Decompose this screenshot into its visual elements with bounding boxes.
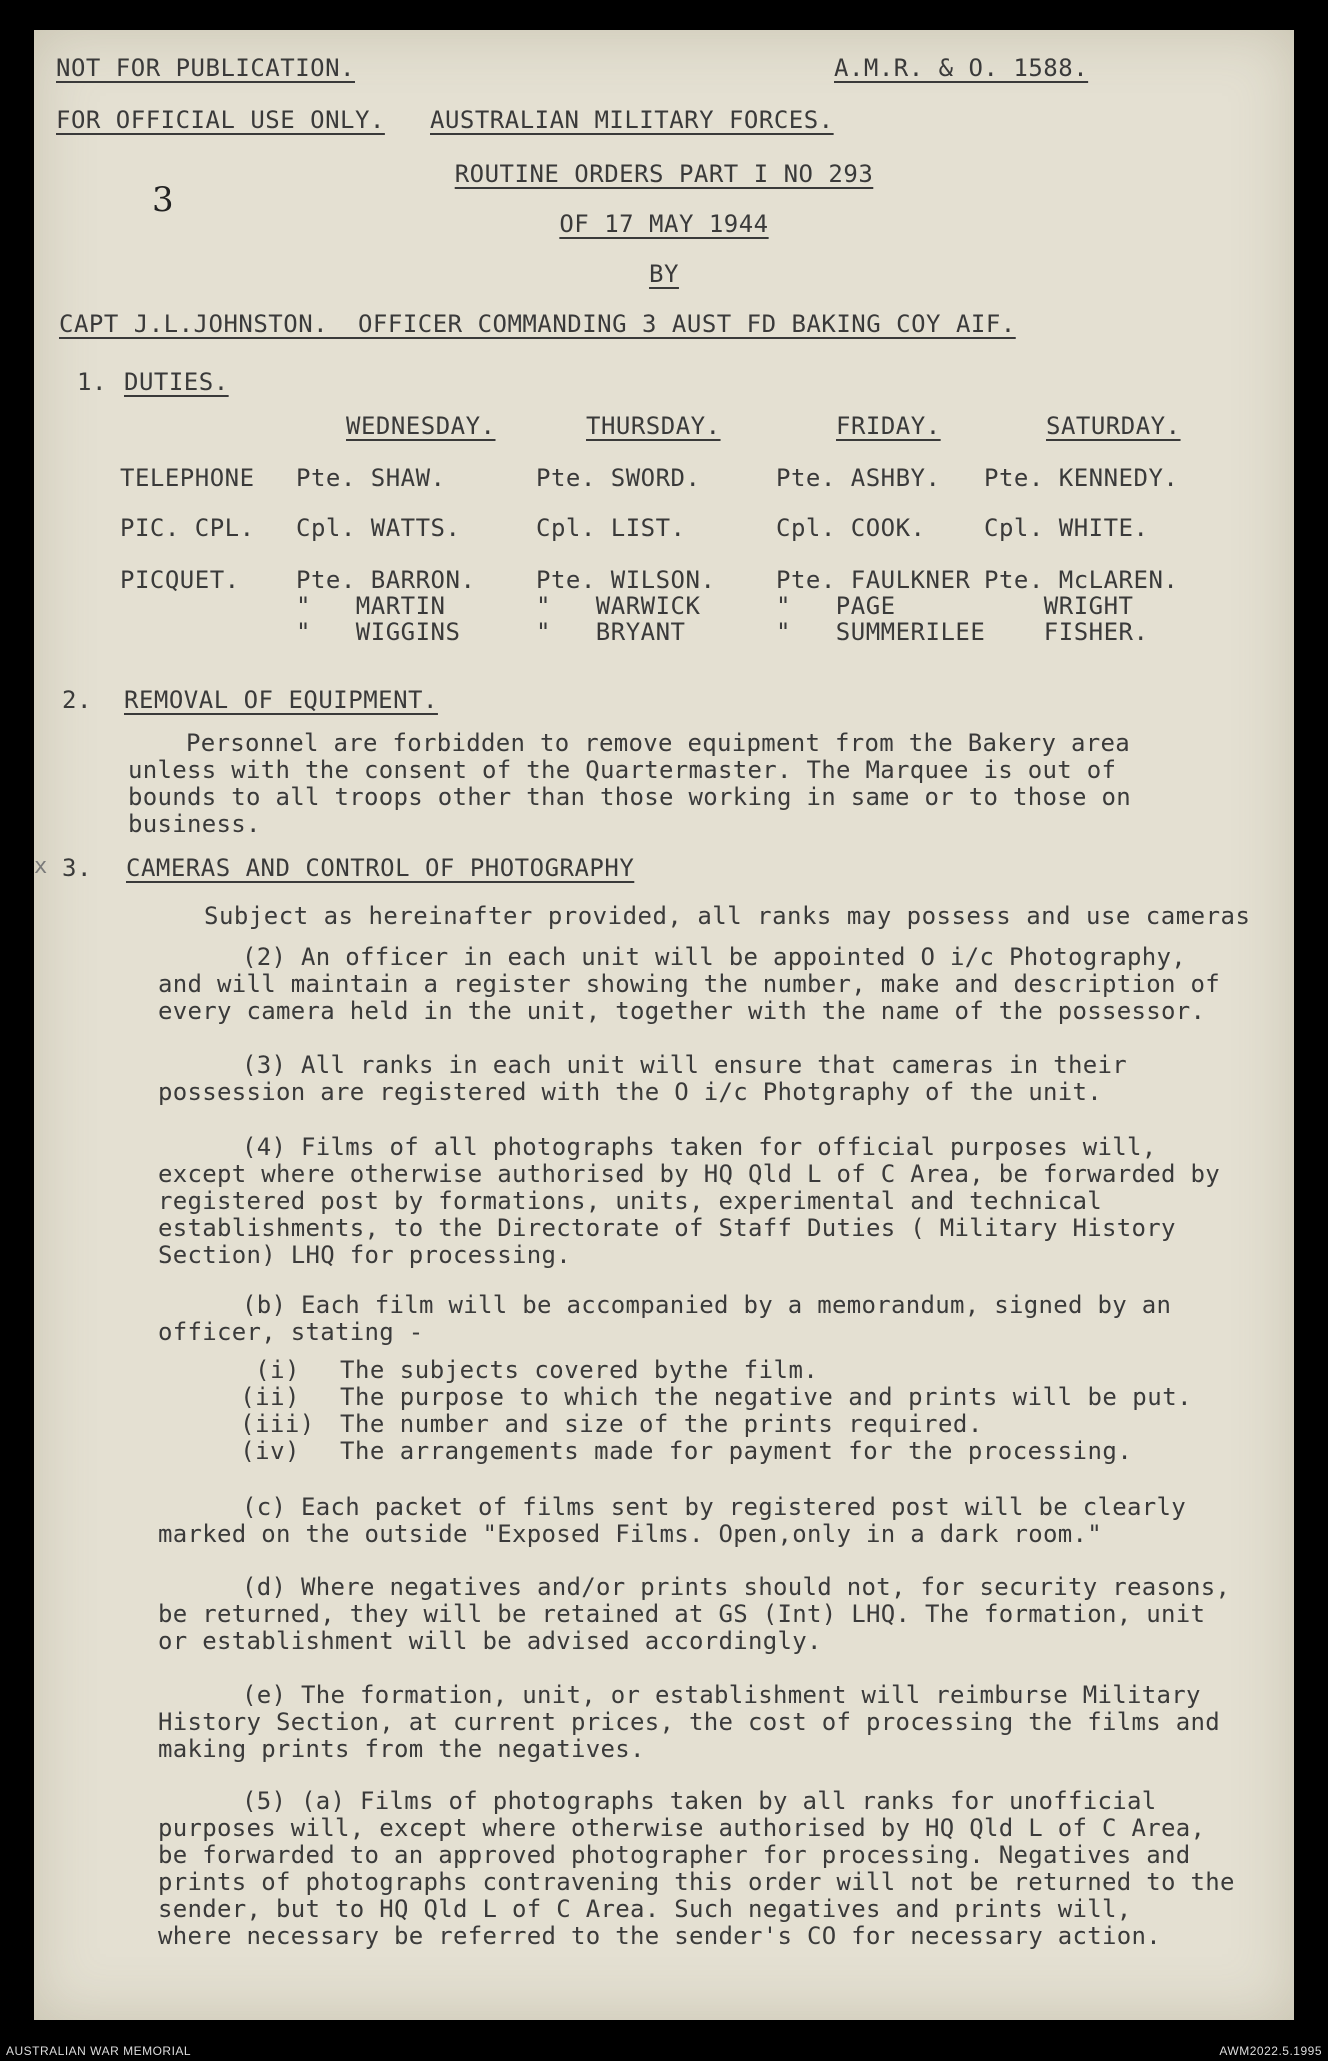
day-friday: FRIDAY. xyxy=(836,412,941,440)
duty-cell: Pte. SHAW. xyxy=(296,464,446,492)
duty-cell: Pte. SWORD. xyxy=(536,464,701,492)
duties-heading: DUTIES. xyxy=(124,368,229,396)
cameras-intro: Subject as hereinafter provided, all ranks may possess and use cameras xyxy=(204,902,1251,930)
duty-cell: Cpl. WHITE. xyxy=(984,514,1149,542)
footer-archive-id: AWM2022.5.1995 xyxy=(1219,2044,1322,2058)
footer-archive-name: AUSTRALIAN WAR MEMORIAL xyxy=(6,2044,192,2058)
not-for-publication: NOT FOR PUBLICATION. xyxy=(56,54,355,82)
paragraph-d: (d) Where negatives and/or prints should not, for security reasons, be returned, they will be retained at GS (Int) LHQ. The formation, unit or establishment will be advised accordingly. xyxy=(158,1573,1231,1655)
duty-label-picquet: PICQUET. xyxy=(120,566,240,594)
paragraph-5: (5) (a) Films of photographs taken by all ranks for unofficial purposes will, except where otherwise authorised by HQ Qld L of C Area, be forwarded to an approved photographer for processing. Negatives and prints of photographs contravening this order will not be returned to the sender, but to HQ Qld L of C Area. Such negatives and prints will, where necessary be referred to the sender's CO for necessary action. xyxy=(158,1787,1235,1950)
list-item: The number and size of the prints required. xyxy=(340,1410,983,1438)
section-number-2: 2. xyxy=(62,686,92,714)
duty-label-telephone: TELEPHONE xyxy=(120,464,255,492)
duty-cell: WRIGHT xyxy=(984,592,1134,620)
official-use-notice: FOR OFFICIAL USE ONLY. xyxy=(56,106,385,134)
duty-cell: Pte. BARRON. xyxy=(296,566,476,594)
day-thursday: THURSDAY. xyxy=(586,412,721,440)
section-number-3: 3. xyxy=(62,854,92,882)
cameras-heading: CAMERAS AND CONTROL OF PHOTOGRAPHY xyxy=(126,854,635,882)
margin-mark: x xyxy=(34,854,48,879)
paragraph-2: (2) An officer in each unit will be appointed O i/c Photography, and will maintain a register showing the number, make and description of every camera held in the unit, together with the name of the possessor. xyxy=(158,943,1220,1025)
list-number: (iii) xyxy=(240,1410,315,1438)
duty-cell: Pte. KENNEDY. xyxy=(984,464,1179,492)
handwritten-mark: 3 xyxy=(152,180,174,220)
list-item: The subjects covered bythe film. xyxy=(340,1356,819,1384)
forces-title: AUSTRALIAN MILITARY FORCES. xyxy=(430,106,834,134)
list-item: The purpose to which the negative and prints will be put. xyxy=(340,1383,1193,1411)
list-number: (ii) xyxy=(240,1383,300,1411)
duty-cell: Pte. ASHBY. xyxy=(776,464,941,492)
paragraph-e: (e) The formation, unit, or establishment will reimburse Military History Section, at current prices, the cost of processing the films and making prints from the negatives. xyxy=(158,1681,1220,1763)
routine-orders-title: ROUTINE ORDERS PART I NO 293 xyxy=(454,160,874,188)
commanding-officer: CAPT J.L.JOHNSTON. OFFICER COMMANDING 3 AUST FD BAKING COY AIF. xyxy=(59,310,1016,338)
by-line: BY xyxy=(649,260,679,288)
removal-heading: REMOVAL OF EQUIPMENT. xyxy=(124,686,438,714)
paragraph-c: (c) Each packet of films sent by registered post will be clearly marked on the outside "Exposed Films. Open,only in a dark room." xyxy=(158,1493,1186,1548)
duty-cell: " MARTIN xyxy=(296,592,446,620)
day-saturday: SATURDAY. xyxy=(1046,412,1181,440)
list-number: (i) xyxy=(255,1356,300,1384)
duty-cell: Pte. FAULKNER xyxy=(776,566,971,594)
duty-cell: Cpl. WATTS. xyxy=(296,514,461,542)
document-page xyxy=(34,30,1294,2020)
duty-cell: Pte. McLAREN. xyxy=(984,566,1179,594)
duty-cell: " WIGGINS xyxy=(296,618,461,646)
duty-cell: " PAGE xyxy=(776,592,896,620)
reference-number: A.M.R. & O. 1588. xyxy=(834,54,1089,82)
order-date: OF 17 MAY 1944 xyxy=(559,210,769,238)
paragraph-4: (4) Films of all photographs taken for official purposes will, except where otherwise authorised by HQ Qld L of C Area, be forwarded by registered post by formations, units, experimental and technical establishments, to the Directorate of Staff Duties ( Military History Section) LHQ for processing. xyxy=(158,1133,1220,1269)
duty-cell: Pte. WILSON. xyxy=(536,566,716,594)
removal-paragraph: Personnel are forbidden to remove equipment from the Bakery area unless with the consent of the Quartermaster. The Marquee is out of bounds to all troops other than those working in same or to those on business. xyxy=(128,729,1131,838)
duty-cell: Cpl. LIST. xyxy=(536,514,686,542)
list-number: (iv) xyxy=(240,1437,300,1465)
duty-cell: FISHER. xyxy=(984,618,1149,646)
day-wednesday: WEDNESDAY. xyxy=(346,412,496,440)
duty-cell: " BRYANT xyxy=(536,618,686,646)
list-item: The arrangements made for payment for the processing. xyxy=(340,1437,1133,1465)
duty-cell: " WARWICK xyxy=(536,592,701,620)
paragraph-b: (b) Each film will be accompanied by a memorandum, signed by an officer, stating - xyxy=(158,1291,1172,1346)
duty-cell: " SUMMERILEE xyxy=(776,618,986,646)
duty-label-pic-cpl: PIC. CPL. xyxy=(120,514,255,542)
section-number-1: 1. xyxy=(77,368,107,396)
duty-cell: Cpl. COOK. xyxy=(776,514,926,542)
paragraph-3: (3) All ranks in each unit will ensure that cameras in their possession are registered with the O i/c Photgraphy of the unit. xyxy=(158,1051,1127,1106)
